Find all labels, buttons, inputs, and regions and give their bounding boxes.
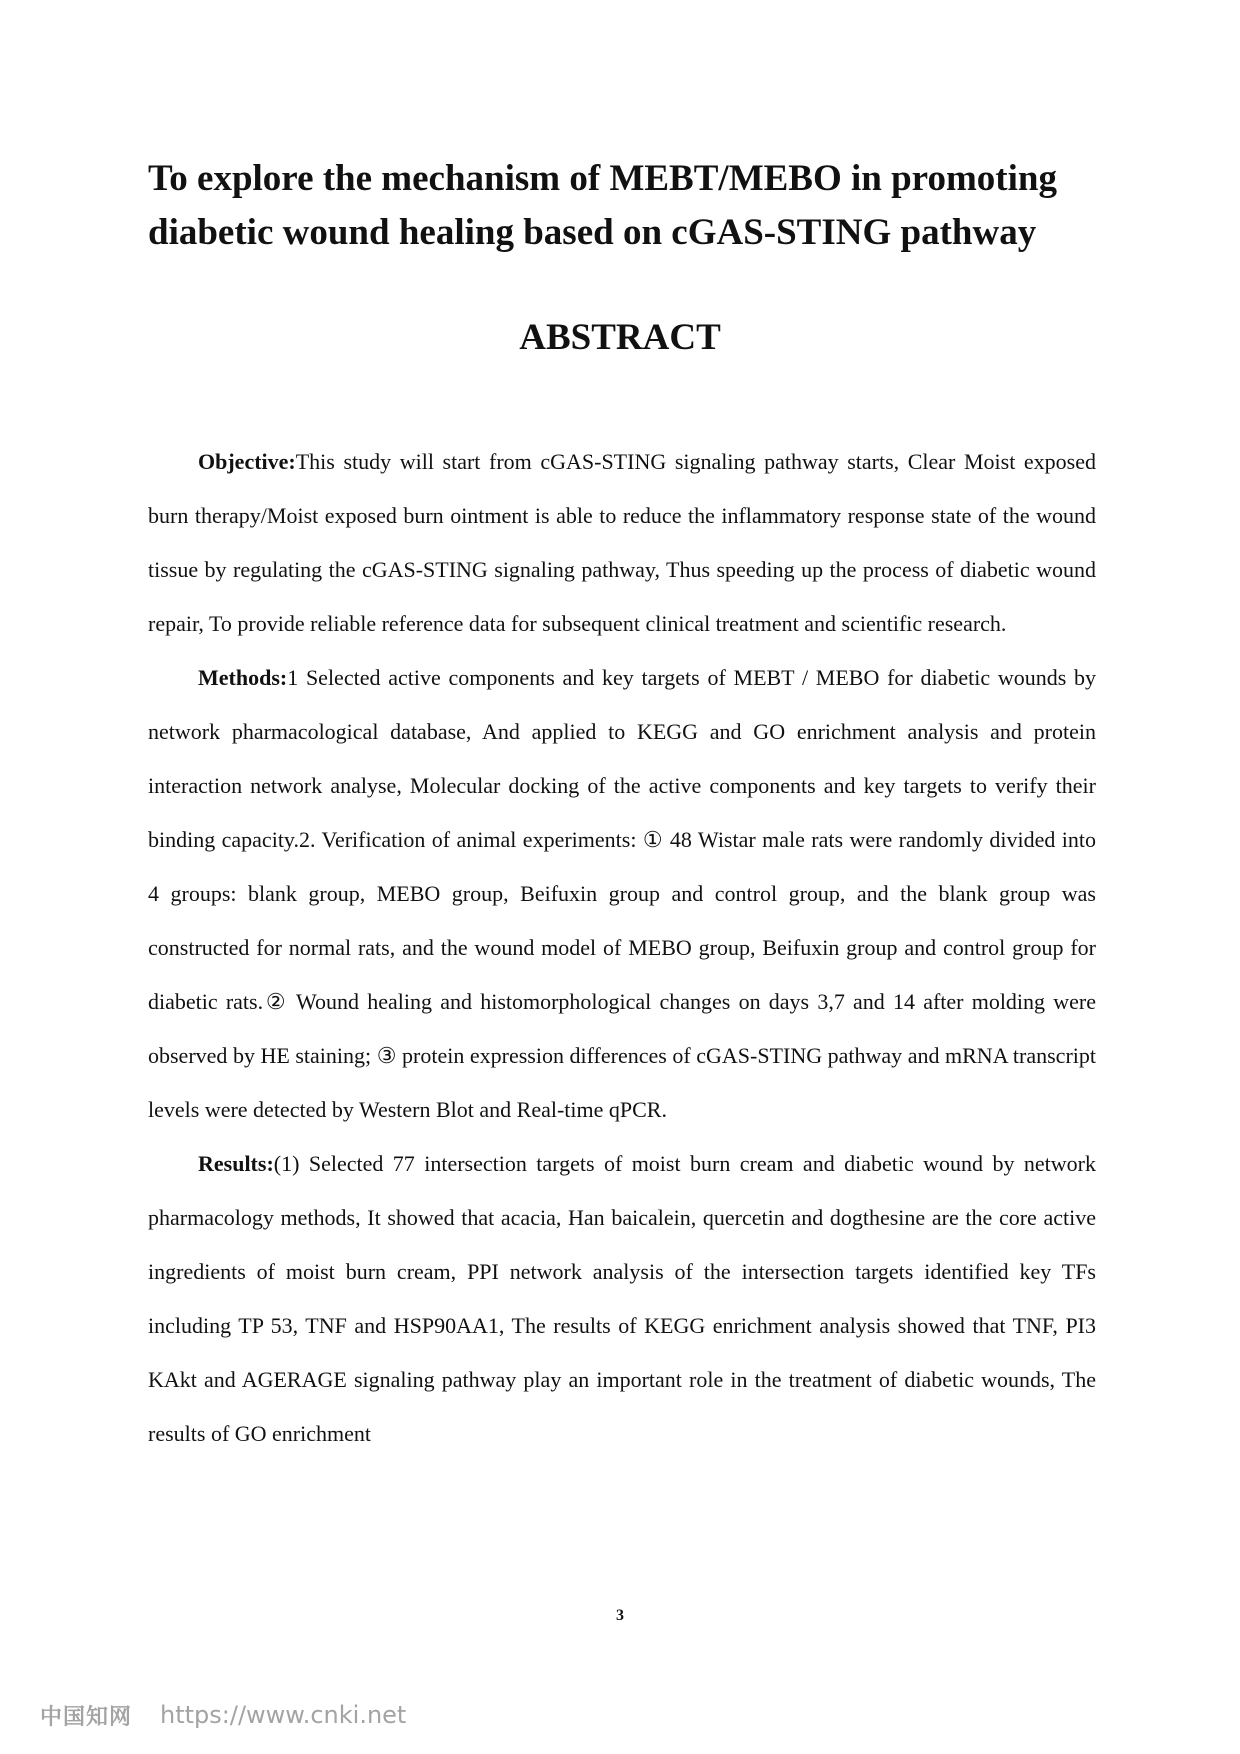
- objective-label: Objective:: [198, 449, 296, 474]
- paper-title-line-1: To explore the mechanism of MEBT/MEBO in promoting: [148, 158, 1057, 199]
- cnki-watermark: [40, 1697, 406, 1733]
- abstract-heading: ABSTRACT: [519, 317, 721, 358]
- cnki-logo: 中国知网: [40, 1704, 133, 1730]
- methods-text: 1 Selected active components and key targets of MEBT / MEBO for diabetic wounds by network pharmacological database, And applied to KEGG and GO enrichment analysis and protein interaction network analyse, Molecular docking of the active components and key targets to verify their binding capacity.2. Verification of animal experiments: ① 48 Wistar male rats were randomly divided into 4 groups: blank group, MEBO group, Beifuxin group and control group, and the blank group was constructed for normal rats, and the wound model of MEBO group, Beifuxin group and control group for diabetic rats.② Wound healing and histomorphological changes on days 3,7 and 14 after molding were observed by HE staining; ③ protein expression differences of cGAS-STING pathway and mRNA transcript levels were detected by Western Blot and Real-time qPCR.: [148, 665, 1096, 1122]
- paper-title: [148, 152, 1108, 260]
- abstract-body: [148, 435, 1096, 1461]
- results-label: Results:: [198, 1151, 274, 1176]
- page-number: 3: [616, 1607, 624, 1624]
- objective-text: This study will start from cGAS-STING signaling pathway starts, Clear Moist exposed burn therapy/Moist exposed burn ointment is able to reduce the inflammatory response state of the wound tissue by regulating the cGAS-STING signaling pathway, Thus speeding up the process of diabetic wound repair, To provide reliable reference data for subsequent clinical treatment and scientific research.: [148, 449, 1096, 636]
- methods-label: Methods:: [198, 665, 288, 690]
- results-text: (1) Selected 77 intersection targets of moist burn cream and diabetic wound by network pharmacology methods, It showed that acacia, Han baicalein, quercetin and dogthesine are the core active ingredients of moist burn cream, PPI network analysis of the intersection targets identified key TFs including TP 53, TNF and HSP90AA1, The results of KEGG enrichment analysis showed that TNF, PI3 KAkt and AGERAGE signaling pathway play an important role in the treatment of diabetic wounds, The results of GO enrichment: [148, 1151, 1096, 1446]
- paper-title-line-2: diabetic wound healing based on cGAS-STING pathway: [148, 212, 1037, 253]
- objective-paragraph: [148, 435, 1096, 651]
- methods-paragraph: [148, 651, 1096, 1137]
- results-paragraph: [148, 1137, 1096, 1461]
- cnki-url: https://www.cnki.net: [160, 1701, 407, 1729]
